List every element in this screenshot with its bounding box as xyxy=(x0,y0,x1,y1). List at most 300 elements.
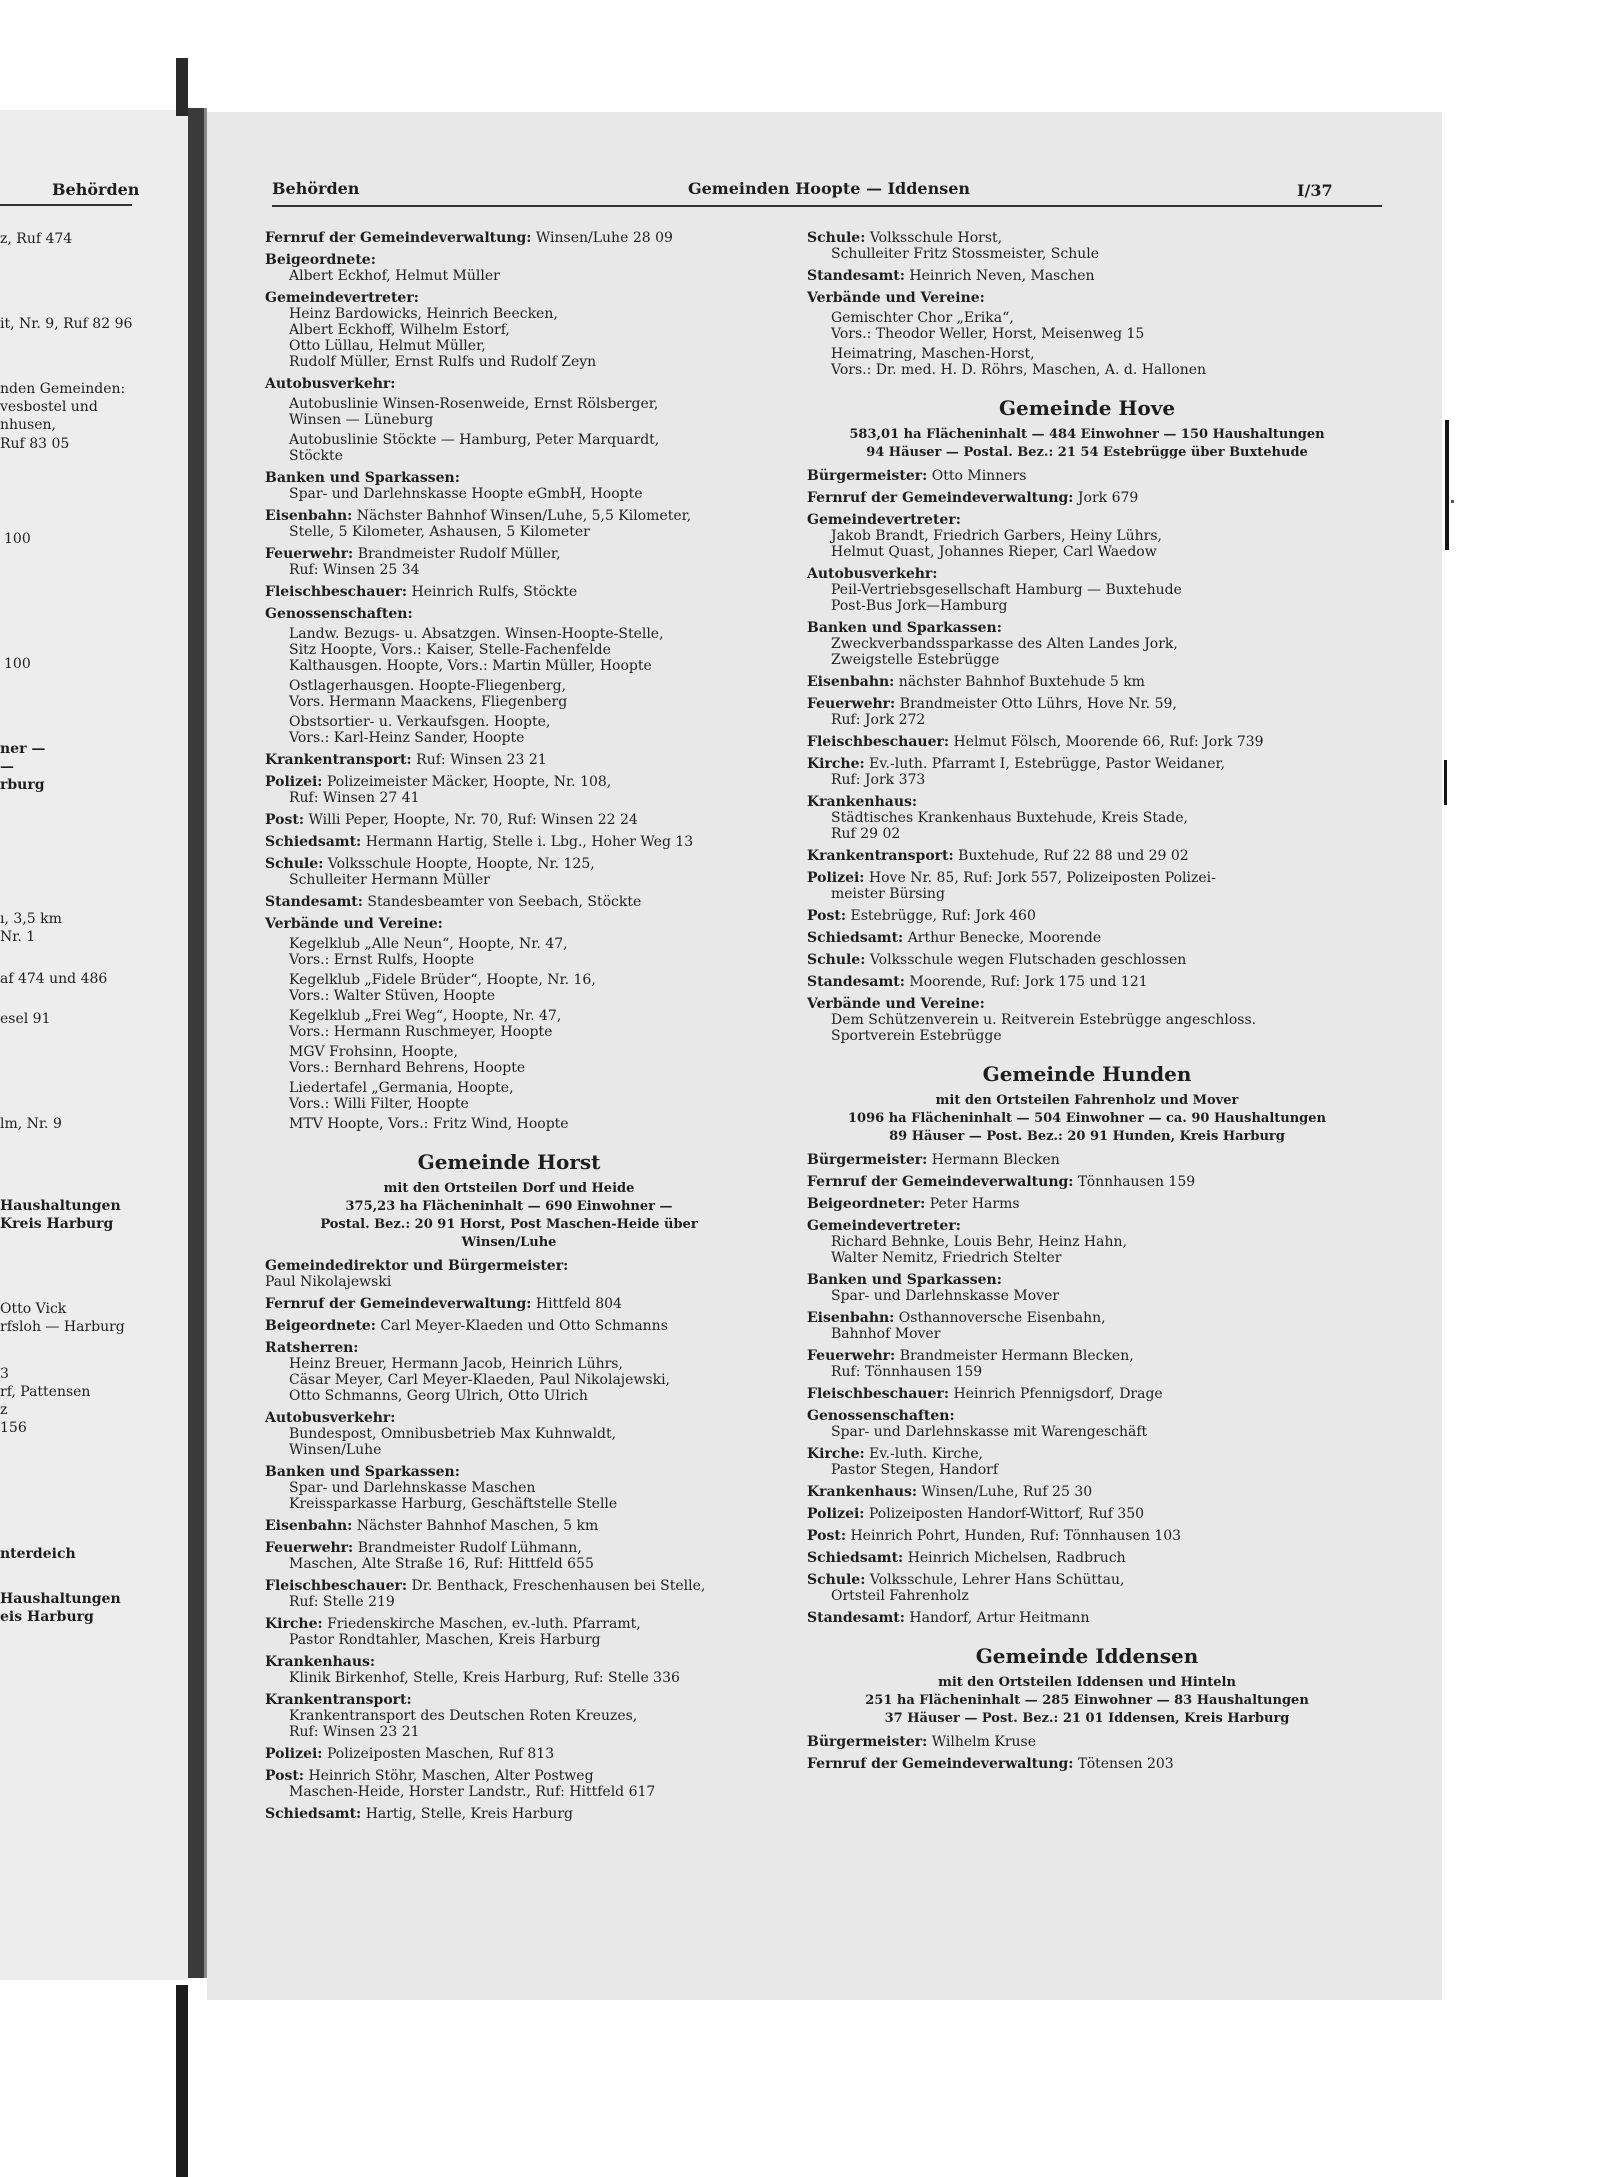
entry-label: Polizei: xyxy=(265,774,323,790)
entry-value: Polizeimeister Mäcker, Hoopte, Nr. 108, xyxy=(326,774,612,790)
entry-first-line xyxy=(265,916,753,932)
entry-first-line xyxy=(265,1296,753,1312)
right-column xyxy=(807,230,1367,1778)
entry-label: Fleischbeschauer: xyxy=(265,1578,408,1594)
entry-value: Estebrügge, Ruf: Jork 460 xyxy=(850,908,1036,924)
entry-line: Rudolf Müller, Ernst Rulfs und Rudolf Zeyn xyxy=(289,354,597,370)
entry-line: Heinz Breuer, Hermann Jacob, Heinrich Lührs, xyxy=(289,1356,623,1372)
directory-entry xyxy=(807,1484,1367,1500)
directory-entry xyxy=(807,512,1367,560)
entry-line: Post-Bus Jork—Hamburg xyxy=(831,598,1008,614)
entry-line: Kegelklub „Fidele Brüder“, Hoopte, Nr. 16, xyxy=(289,972,596,988)
directory-entry xyxy=(265,1578,753,1610)
entry-line: Vors.: Dr. med. H. D. Röhrs, Maschen, A. d. Hallonen xyxy=(831,362,1207,378)
entry-label: Banken und Sparkassen: xyxy=(265,470,460,486)
directory-entry xyxy=(265,856,753,888)
entry-continuation: Pastor Stegen, Handorf xyxy=(831,1462,999,1478)
directory-entry xyxy=(265,1318,753,1334)
entry-line: Kreissparkasse Harburg, Geschäftstelle Stelle xyxy=(289,1496,618,1512)
entry-first-line xyxy=(265,1410,753,1426)
running-header-left: Behörden xyxy=(272,179,360,198)
entry-label: Fernruf der Gemeindeverwaltung: xyxy=(265,1296,532,1312)
entry-label: Schule: xyxy=(807,1572,866,1588)
directory-entry xyxy=(265,584,753,600)
directory-entry xyxy=(265,376,753,464)
entry-value: Standesbeamter von Seebach, Stöckte xyxy=(367,894,642,910)
entry-continuation: Ortsteil Fahrenholz xyxy=(831,1588,969,1604)
entry-continuation: Stelle, 5 Kilometer, Ashausen, 5 Kilometer xyxy=(289,524,590,540)
entry-label: Schiedsamt: xyxy=(807,930,904,946)
directory-entry xyxy=(807,1756,1367,1772)
entry-value: Moorende, Ruf: Jork 175 und 121 xyxy=(909,974,1148,990)
entry-value: Winsen/Luhe 28 09 xyxy=(535,230,673,246)
entry-label: Banken und Sparkassen: xyxy=(807,1272,1002,1288)
directory-entry xyxy=(265,1340,753,1404)
entry-line: Otto Schmanns, Georg Ulrich, Otto Ulrich xyxy=(289,1388,588,1404)
directory-entry xyxy=(807,1196,1367,1212)
entry-first-line xyxy=(807,848,1367,864)
entry-label: Fleischbeschauer: xyxy=(807,1386,950,1402)
entry-value: Nächster Bahnhof Winsen/Luhe, 5,5 Kilometer, xyxy=(356,508,692,524)
entry-label: Gemeindevertreter: xyxy=(807,1218,961,1234)
entry-value: Ev.-luth. Pfarramt I, Estebrügge, Pastor Weidaner, xyxy=(869,756,1226,772)
entry-group xyxy=(265,432,753,464)
entry-label: Eisenbahn: xyxy=(807,1310,895,1326)
directory-entry xyxy=(265,1464,753,1512)
directory-entry xyxy=(265,1654,753,1686)
directory-entry xyxy=(807,230,1367,262)
entry-continuation: Ruf: Winsen 27 41 xyxy=(289,790,420,806)
entry-first-line xyxy=(265,752,753,768)
directory-entry xyxy=(807,1550,1367,1566)
entry-label: Krankentransport: xyxy=(265,1692,412,1708)
entry-first-line xyxy=(265,508,753,524)
entry-value: Osthannoversche Eisenbahn, xyxy=(898,1310,1106,1326)
entry-continuation: Schulleiter Fritz Stossmeister, Schule xyxy=(831,246,1100,262)
entry-first-line xyxy=(807,996,1367,1012)
left-column xyxy=(265,230,753,1828)
directory-entry xyxy=(265,1410,753,1458)
entry-first-line xyxy=(807,1446,1367,1462)
entry-group xyxy=(265,936,753,968)
entry-line: Vors.: Willi Filter, Hoopte xyxy=(289,1096,469,1112)
directory-entry xyxy=(807,290,1367,378)
entry-label: Polizei: xyxy=(807,1506,865,1522)
entry-first-line xyxy=(807,974,1367,990)
info-line: 1096 ha Flächeninhalt — 504 Einwohner — ca. 90 Haushaltungen xyxy=(848,1111,1326,1126)
entry-continuation: meister Bürsing xyxy=(831,886,945,902)
entry-line: Ruf 29 02 xyxy=(831,826,901,842)
entry-group xyxy=(265,396,753,428)
info-line: mit den Ortsteilen Fahrenholz und Mover xyxy=(935,1093,1239,1108)
info-line: Postal. Bez.: 20 91 Horst, Post Maschen-Heide über xyxy=(320,1217,698,1232)
entry-continuation: Schulleiter Hermann Müller xyxy=(289,872,490,888)
entry-first-line xyxy=(265,834,753,850)
entry-line: Winsen/Luhe xyxy=(289,1442,382,1458)
entry-first-line xyxy=(265,812,753,828)
entry-line: Autobuslinie Stöckte — Hamburg, Peter Marquardt, xyxy=(289,432,660,448)
entry-label: Banken und Sparkassen: xyxy=(807,620,1002,636)
entry-label: Verbände und Vereine: xyxy=(807,290,985,306)
previous-page-text: esel 91 xyxy=(0,1011,51,1027)
entry-label: Standesamt: xyxy=(807,268,905,284)
entry-continuation: Ruf: Winsen 25 34 xyxy=(289,562,420,578)
entry-label: Schule: xyxy=(265,856,324,872)
entry-first-line xyxy=(265,1340,753,1356)
entry-line: Bundespost, Omnibusbetrieb Max Kuhnwaldt, xyxy=(289,1426,617,1442)
entry-value: Heinrich Michelsen, Radbruch xyxy=(907,1550,1126,1566)
info-line: Winsen/Luhe xyxy=(461,1235,557,1250)
entry-first-line xyxy=(807,908,1367,924)
entry-line: Städtisches Krankenhaus Buxtehude, Kreis Stade, xyxy=(831,810,1189,826)
directory-entry xyxy=(807,1386,1367,1402)
entry-label: Polizei: xyxy=(265,1746,323,1762)
entry-first-line xyxy=(265,1768,753,1784)
entry-first-line xyxy=(807,468,1367,484)
entry-line: Spar- und Darlehnskasse mit Warengeschäft xyxy=(831,1424,1148,1440)
directory-entry xyxy=(265,812,753,828)
entry-line: Dem Schützenverein u. Reitverein Estebrügge angeschloss. xyxy=(831,1012,1257,1028)
entry-group xyxy=(265,714,753,746)
directory-entry xyxy=(807,1446,1367,1478)
entry-first-line xyxy=(807,1174,1367,1190)
entry-value: Ruf: Winsen 23 21 xyxy=(416,752,547,768)
directory-entry xyxy=(265,1616,753,1648)
previous-page-text: Ruf 83 05 xyxy=(0,436,70,452)
entry-line: Kalthausgen. Hoopte, Vors.: Martin Müller, Hoopte xyxy=(289,658,652,674)
previous-page-rule xyxy=(0,204,132,206)
entry-label: Fleischbeschauer: xyxy=(807,734,950,750)
previous-page-text: 3 rf, Pattensen z 156 xyxy=(0,1366,91,1436)
directory-entry xyxy=(807,952,1367,968)
entry-group xyxy=(265,1080,753,1112)
municipality-info xyxy=(807,1092,1367,1146)
directory-entry xyxy=(807,468,1367,484)
entry-label: Krankenhaus: xyxy=(807,794,918,810)
directory-entry xyxy=(265,1258,753,1290)
directory-entry xyxy=(807,756,1367,788)
entry-line: Zweigstelle Estebrügge xyxy=(831,652,1000,668)
entry-value: nächster Bahnhof Buxtehude 5 km xyxy=(898,674,1145,690)
entry-first-line xyxy=(807,1734,1367,1750)
entry-line: Sportverein Estebrügge xyxy=(831,1028,1002,1044)
entry-line: Obstsortier- u. Verkaufsgen. Hoopte, xyxy=(289,714,551,730)
directory-entry xyxy=(807,974,1367,990)
directory-entry xyxy=(265,1296,753,1312)
directory-entry xyxy=(807,1174,1367,1190)
entry-first-line xyxy=(807,1218,1367,1234)
entry-first-line xyxy=(265,1806,753,1822)
previous-page-text: z, Ruf 474 xyxy=(0,231,73,247)
previous-page-text: nden Gemeinden: vesbostel und nhusen, xyxy=(0,381,126,433)
entry-label: Schule: xyxy=(807,952,866,968)
entry-label: Standesamt: xyxy=(807,1610,905,1626)
info-line: 89 Häuser — Post. Bez.: 20 91 Hunden, Kreis Harburg xyxy=(889,1129,1285,1144)
entry-group xyxy=(265,678,753,710)
entry-first-line xyxy=(807,696,1367,712)
entry-value: Otto Minners xyxy=(931,468,1027,484)
entry-first-line xyxy=(265,1654,753,1670)
directory-entry xyxy=(265,606,753,746)
entry-value: Brandmeister Hermann Blecken, xyxy=(899,1348,1134,1364)
entry-label: Krankenhaus: xyxy=(265,1654,376,1670)
entry-value: Handorf, Artur Heitmann xyxy=(909,1610,1090,1626)
entry-value: Arthur Benecke, Moorende xyxy=(907,930,1102,946)
entry-value: Brandmeister Otto Lührs, Hove Nr. 59, xyxy=(899,696,1177,712)
directory-entry xyxy=(807,908,1367,924)
entry-line: Vors.: Karl-Heinz Sander, Hoopte xyxy=(289,730,525,746)
entry-first-line xyxy=(807,1408,1367,1424)
directory-entry xyxy=(265,546,753,578)
entry-value: Helmut Fölsch, Moorende 66, Ruf: Jork 739 xyxy=(953,734,1264,750)
directory-entry xyxy=(265,1692,753,1740)
entry-first-line xyxy=(265,1540,753,1556)
entry-first-line xyxy=(807,1756,1367,1772)
entry-line: Heimatring, Maschen-Horst, xyxy=(831,346,1035,362)
info-line: 251 ha Flächeninhalt — 285 Einwohner — 83 Haushaltungen xyxy=(865,1693,1309,1708)
entry-line: Vors.: Theodor Weller, Horst, Meisenweg 15 xyxy=(831,326,1145,342)
entry-first-line xyxy=(265,856,753,872)
entry-line: Kegelklub „Frei Weg“, Hoopte, Nr. 47, xyxy=(289,1008,562,1024)
entry-label: Feuerwehr: xyxy=(807,1348,896,1364)
entry-value: Polizeiposten Handorf-Wittorf, Ruf 350 xyxy=(868,1506,1145,1522)
entry-line: Ostlagerhausgen. Hoopte-Fliegenberg, xyxy=(289,678,567,694)
entry-line: Kegelklub „Alle Neun“, Hoopte, Nr. 47, xyxy=(289,936,568,952)
entry-first-line xyxy=(807,1528,1367,1544)
municipality-info xyxy=(265,1180,753,1252)
entry-group xyxy=(807,310,1367,342)
directory-entry xyxy=(807,734,1367,750)
entry-first-line xyxy=(265,470,753,486)
entry-label: Krankentransport: xyxy=(265,752,412,768)
entry-line: Sitz Hoopte, Vors.: Kaiser, Stelle-Fachenfelde xyxy=(289,642,611,658)
directory-entry xyxy=(265,290,753,370)
entry-value: Volksschule wegen Flutschaden geschlossen xyxy=(869,952,1187,968)
directory-entry xyxy=(807,1348,1367,1380)
info-line: 94 Häuser — Postal. Bez.: 21 54 Estebrügge über Buxtehude xyxy=(866,445,1308,460)
directory-entry xyxy=(807,1572,1367,1604)
entry-line: Jakob Brandt, Friedrich Garbers, Heiny Lührs, xyxy=(831,528,1162,544)
entry-first-line xyxy=(265,1578,753,1594)
entry-label: Genossenschaften: xyxy=(807,1408,955,1424)
entry-label: Genossenschaften: xyxy=(265,606,413,622)
entry-label: Beigeordnete: xyxy=(265,1318,376,1334)
directory-entry xyxy=(265,834,753,850)
entry-value: Tötensen 203 xyxy=(1077,1756,1174,1772)
previous-page-text: Otto Vick rfsloh — Harburg xyxy=(0,1301,125,1335)
entry-value: Hittfeld 804 xyxy=(535,1296,622,1312)
entry-first-line xyxy=(265,252,753,268)
entry-value: Willi Peper, Hoopte, Nr. 70, Ruf: Winsen 22 24 xyxy=(308,812,638,828)
entry-label: Bürgermeister: xyxy=(807,468,928,484)
entry-first-line xyxy=(265,1464,753,1480)
entry-value: Tönnhausen 159 xyxy=(1077,1174,1196,1190)
entry-label: Bürgermeister: xyxy=(807,1734,928,1750)
entry-line: Albert Eckhoff, Wilhelm Estorf, xyxy=(289,322,510,338)
entry-value: Hermann Blecken xyxy=(931,1152,1060,1168)
entry-label: Gemeindevertreter: xyxy=(265,290,419,306)
entry-label: Post: xyxy=(807,1528,847,1544)
directory-entry xyxy=(265,894,753,910)
entry-label: Feuerwehr: xyxy=(265,1540,354,1556)
entry-first-line xyxy=(265,1518,753,1534)
entry-first-line xyxy=(807,1506,1367,1522)
entry-label: Autobusverkehr: xyxy=(265,1410,396,1426)
scan-speck xyxy=(1451,500,1454,503)
entry-first-line xyxy=(265,290,753,306)
entry-line: Stöckte xyxy=(289,448,343,464)
entry-label: Fleischbeschauer: xyxy=(265,584,408,600)
entry-label: Standesamt: xyxy=(807,974,905,990)
entry-value: Carl Meyer-Klaeden und Otto Schmanns xyxy=(380,1318,668,1334)
entry-first-line xyxy=(807,1152,1367,1168)
previous-page-text: ı, 3,5 km Nr. 1 xyxy=(0,911,62,945)
entry-label: Schiedsamt: xyxy=(807,1550,904,1566)
entry-label: Standesamt: xyxy=(265,894,363,910)
entry-first-line xyxy=(265,1746,753,1762)
entry-value: Heinrich Pfennigsdorf, Drage xyxy=(953,1386,1163,1402)
directory-entry xyxy=(807,1310,1367,1342)
directory-entry xyxy=(265,508,753,540)
entry-first-line xyxy=(807,1572,1367,1588)
entry-group xyxy=(265,626,753,674)
entry-value: Ev.-luth. Kirche, xyxy=(869,1446,984,1462)
entry-continuation: Ruf: Tönnhausen 159 xyxy=(831,1364,983,1380)
entry-first-line xyxy=(807,756,1367,772)
previous-page-text: nterdeich xyxy=(0,1546,76,1562)
running-header-center: Gemeinden Hoopte — Iddensen xyxy=(687,179,971,198)
municipality-heading: Gemeinde Horst xyxy=(417,1150,601,1174)
entry-value: Polizeiposten Maschen, Ruf 813 xyxy=(326,1746,555,1762)
entry-label: Banken und Sparkassen: xyxy=(265,1464,460,1480)
entry-label: Feuerwehr: xyxy=(265,546,354,562)
entry-value: Peter Harms xyxy=(929,1196,1020,1212)
entry-value: Volksschule, Lehrer Hans Schüttau, xyxy=(869,1572,1125,1588)
entry-label: Eisenbahn: xyxy=(807,674,895,690)
entry-label: Verbände und Vereine: xyxy=(265,916,443,932)
entry-label: Fernruf der Gemeindeverwaltung: xyxy=(807,490,1074,506)
directory-entry xyxy=(807,1408,1367,1440)
entry-first-line xyxy=(265,606,753,622)
entry-continuation: Ruf: Jork 272 xyxy=(831,712,926,728)
entry-first-line xyxy=(807,1272,1367,1288)
previous-page-header: Behörden xyxy=(52,180,140,199)
entry-value: Winsen/Luhe, Ruf 25 30 xyxy=(921,1484,1093,1500)
directory-entry xyxy=(807,1272,1367,1304)
entry-value: Heinrich Rulfs, Stöckte xyxy=(411,584,578,600)
entry-value: Heinrich Neven, Maschen xyxy=(909,268,1095,284)
entry-label: Feuerwehr: xyxy=(807,696,896,712)
entry-line: Paul Nikolajewski xyxy=(265,1274,392,1290)
entry-first-line xyxy=(807,1196,1367,1212)
entry-label: Verbände und Vereine: xyxy=(807,996,985,1012)
entry-line: Richard Behnke, Louis Behr, Heinz Hahn, xyxy=(831,1234,1127,1250)
previous-page-text: 100 xyxy=(4,656,31,672)
entry-line: Heinz Bardowicks, Heinrich Beecken, xyxy=(289,306,558,322)
entry-line: Vors.: Bernhard Behrens, Hoopte xyxy=(289,1060,526,1076)
entry-line: Spar- und Darlehnskasse Mover xyxy=(831,1288,1060,1304)
entry-label: Beigeordneter: xyxy=(807,1196,926,1212)
entry-group xyxy=(265,1044,753,1076)
scan-mark xyxy=(1445,420,1449,550)
entry-label: Kirche: xyxy=(265,1616,323,1632)
directory-entry xyxy=(807,930,1367,946)
entry-first-line xyxy=(807,1550,1367,1566)
entry-label: Autobusverkehr: xyxy=(807,566,938,582)
binding-gutter xyxy=(188,108,204,1978)
entry-first-line xyxy=(807,512,1367,528)
entry-group xyxy=(265,972,753,1004)
entry-first-line xyxy=(807,230,1367,246)
directory-entry xyxy=(807,848,1367,864)
entry-continuation: Ruf: Jork 373 xyxy=(831,772,926,788)
entry-label: Fernruf der Gemeindeverwaltung: xyxy=(265,230,532,246)
directory-entry xyxy=(265,1746,753,1762)
directory-entry xyxy=(807,996,1367,1044)
directory-entry xyxy=(265,252,753,284)
entry-first-line xyxy=(265,774,753,790)
directory-entry xyxy=(807,674,1367,690)
entry-continuation: Ruf: Stelle 219 xyxy=(289,1594,395,1610)
entry-group xyxy=(807,346,1367,378)
entry-first-line xyxy=(265,230,753,246)
entry-line: Otto Lüllau, Helmut Müller, xyxy=(289,338,486,354)
previous-page-text: af 474 und 486 xyxy=(0,971,108,987)
entry-first-line xyxy=(807,1386,1367,1402)
entry-line: MTV Hoopte, Vors.: Fritz Wind, Hoopte xyxy=(289,1116,569,1132)
entry-value: Heinrich Stöhr, Maschen, Alter Postweg xyxy=(308,1768,594,1784)
previous-page-fragment xyxy=(0,110,188,1980)
entry-value: Friedenskirche Maschen, ev.-luth. Pfarramt, xyxy=(327,1616,641,1632)
entry-label: Post: xyxy=(807,908,847,924)
entry-label: Beigeordnete: xyxy=(265,252,376,268)
directory-entry xyxy=(807,1506,1367,1522)
entry-value: Dr. Benthack, Freschenhausen bei Stelle, xyxy=(411,1578,706,1594)
entry-value: Wilhelm Kruse xyxy=(931,1734,1037,1750)
directory-entry xyxy=(265,752,753,768)
entry-continuation: Bahnhof Mover xyxy=(831,1326,941,1342)
entry-first-line xyxy=(807,490,1367,506)
entry-line: Vors. Hermann Maackens, Fliegenberg xyxy=(289,694,568,710)
previous-page-text: Haushaltungen Kreis Harburg xyxy=(0,1198,121,1232)
entry-value: Volksschule Horst, xyxy=(869,230,1003,246)
entry-continuation: Pastor Rondtahler, Maschen, Kreis Harburg xyxy=(289,1632,601,1648)
entry-first-line xyxy=(265,894,753,910)
entry-first-line xyxy=(807,1310,1367,1326)
entry-first-line xyxy=(807,930,1367,946)
entry-label: Ratsherren: xyxy=(265,1340,359,1356)
info-line: 583,01 ha Flächeninhalt — 484 Einwohner — 150 Haushaltungen xyxy=(849,427,1325,442)
directory-entry xyxy=(265,230,753,246)
directory-entry xyxy=(265,774,753,806)
entry-first-line xyxy=(807,952,1367,968)
entry-first-line xyxy=(807,268,1367,284)
entry-line: Peil-Vertriebsgesellschaft Hamburg — Buxtehude xyxy=(831,582,1182,598)
directory-entry xyxy=(807,620,1367,668)
municipality-info xyxy=(807,1674,1367,1728)
directory-entry xyxy=(807,870,1367,902)
info-line: mit den Ortsteilen Iddensen und Hinteln xyxy=(938,1675,1236,1690)
entry-first-line xyxy=(807,794,1367,810)
entry-first-line xyxy=(265,1692,753,1708)
binding-tab-top xyxy=(176,58,188,116)
entry-value: Hove Nr. 85, Ruf: Jork 557, Polizeiposten Polizei- xyxy=(868,870,1216,886)
entry-first-line xyxy=(265,546,753,562)
entry-first-line xyxy=(265,584,753,600)
entry-label: Gemeindevertreter: xyxy=(807,512,961,528)
directory-entry xyxy=(807,1218,1367,1266)
entry-group xyxy=(265,1116,753,1132)
